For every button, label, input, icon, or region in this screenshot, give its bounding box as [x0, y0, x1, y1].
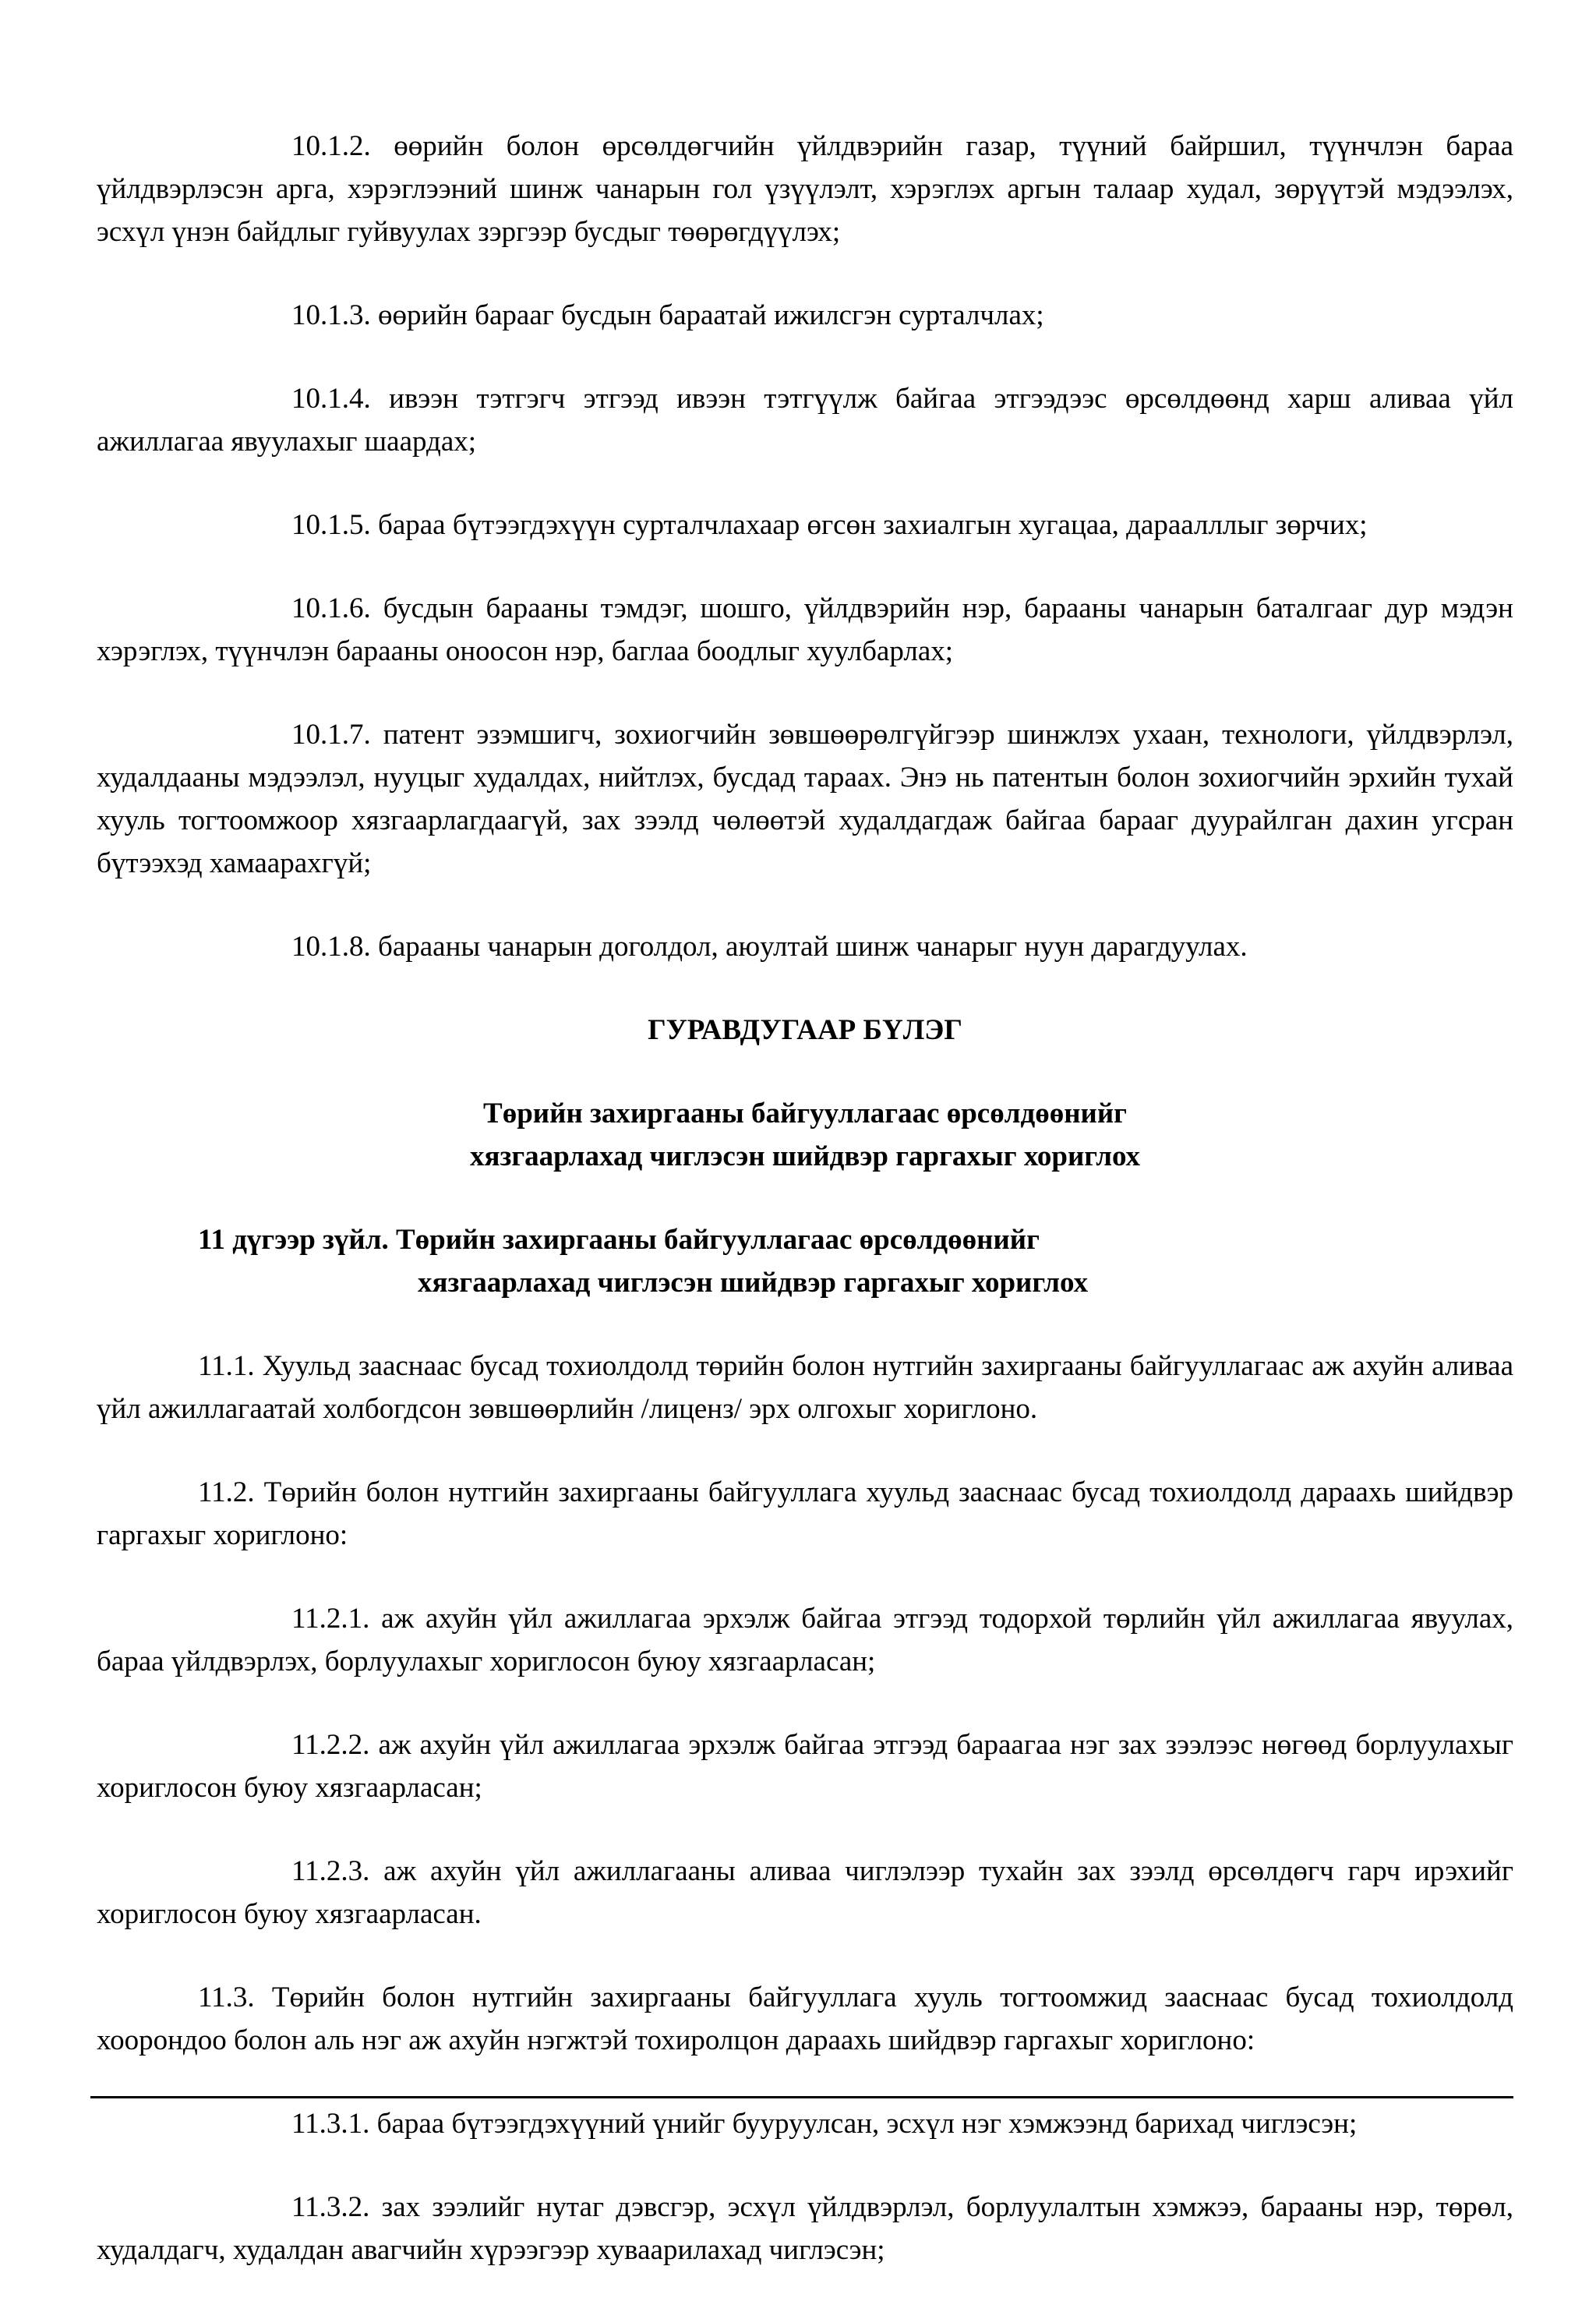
- chapter-subtitle-line-1: Төрийн захиргааны байгууллагаас өрсөлдөөнийг: [483, 1098, 1127, 1129]
- section-11-2: 11.2. Төрийн болон нутгийн захиргааны байгууллага хуульд зааснаас бусад тохиолдолд дараахь шийдвэр гаргахыг хориглоно:: [97, 1476, 1513, 1551]
- clause-10-1-5: 10.1.5. бараа бүтээгдэхүүн сурталчлахаар өгсөн захиалгын хугацаа, дараалллыг зөрчих;: [291, 509, 1368, 541]
- chapter-title: ГУРАВДУГААР БҮЛЭГ: [648, 1014, 962, 1046]
- article-11-heading-line-1: 11 дүгээр зүйл. Төрийн захиргааны байгууллагаас өрсөлдөөнийг: [198, 1224, 1040, 1256]
- clause-10-1-3: 10.1.3. өөрийн барааг бусдын бараатай ижилсгэн сурталчлах;: [291, 299, 1044, 331]
- clause-11-2-3: 11.2.3. аж ахуйн үйл ажиллагааны аливаа чиглэлээр тухайн зах зээлд өрсөлдөгч гарч ирэхийг хориглосон буюу хязгаарласан.: [97, 1855, 1513, 1930]
- clause-10-1-6: 10.1.6. бусдын барааны тэмдэг, шошго, үйлдвэрийн нэр, барааны чанарын баталгааг дур мэдэн хэрэглэх, түүнчлэн барааны оноосон нэр, баглаа боодлыг хуулбарлах;: [97, 592, 1513, 667]
- section-11-3: 11.3. Төрийн болон нутгийн захиргааны байгууллага хууль тогтоомжид зааснаас бусад тохиолдолд хоорондоо болон аль нэг аж ахуйн нэгжтэй тохиролцон дараахь шийдвэр гаргахыг хориглоно:: [97, 1981, 1513, 2056]
- clause-11-3-1: 11.3.1. бараа бүтээгдэхүүний үнийг бууруулсан, эсхүл нэг хэмжээнд барихад чиглэсэн;: [291, 2108, 1358, 2140]
- clause-10-1-7: 10.1.7. патент эзэмшигч, зохиогчийн зөвшөөрөлгүйгээр шинжлэх ухаан, технологи, үйлдвэрлэл, худалдааны мэдээлэл, нууцыг худалдах, нийтлэх, бусдад тараах. Энэ нь патентын болон зохиогчийн эрхийн тухай хууль тогтоомжоор хязгаарлагдаагүй, зах зээлд чөлөөтэй худалдагдаж байгаа барааг дуурайлган дахин угсран бүтээхэд хамаарахгүй;: [97, 719, 1513, 879]
- chapter-subtitle: [97, 1092, 1513, 1178]
- clause-10-1-2: 10.1.2. өөрийн болон өрсөлдөгчийн үйлдвэрийн газар, түүний байршил, түүнчлэн бараа үйлдвэрлэсэн арга, хэрэглээний шинж чанарын гол үзүүлэлт, хэрэглэх аргын талаар худал, зөрүүтэй мэдээлэх, эсхүл үнэн байдлыг гуйвуулах зэргээр бусдыг төөрөгдүүлэх;: [97, 130, 1513, 248]
- section-11-1: 11.1. Хуульд зааснаас бусад тохиолдолд төрийн болон нутгийн захиргааны байгууллагаас аж ахуйн аливаа үйл ажиллагаатай холбогдсон зөвшөөрлийн /лиценз/ эрх олгохыг хориглоно.: [97, 1350, 1513, 1425]
- document-page: [97, 125, 1513, 2312]
- clause-11-2-2: 11.2.2. аж ахуйн үйл ажиллагаа эрхэлж байгаа этгээд бараагаа нэг зах зээлээс нөгөөд борлуулахыг хориглосон буюу хязгаарласан;: [97, 1729, 1513, 1804]
- article-11-heading: [198, 1218, 1513, 1304]
- clause-11-3-2: 11.3.2. зах зээлийг нутаг дэвсгэр, эсхүл үйлдвэрлэл, борлуулалтын хэмжээ, барааны нэр, төрөл, худалдагч, худалдан авагчийн хүрээгээр хуваарилахад чиглэсэн;: [97, 2191, 1513, 2266]
- article-11-heading-line-2: хязгаарлахад чиглэсэн шийдвэр гаргахыг хориглох: [418, 1267, 1089, 1299]
- chapter-subtitle-line-2: хязгаарлахад чиглэсэн шийдвэр гаргахыг хориглох: [469, 1140, 1141, 1172]
- clause-11-2-1: 11.2.1. аж ахуйн үйл ажиллагаа эрхэлж байгаа этгээд тодорхой төрлийн үйл ажиллагаа явуулах, бараа үйлдвэрлэх, борлуулахыг хориглосон буюу хязгаарласан;: [97, 1603, 1513, 1677]
- clause-10-1-4: 10.1.4. ивээн тэтгэгч этгээд ивээн тэтгүүлж байгаа этгээдээс өрсөлдөөнд харш аливаа үйл ажиллагаа явуулахыг шаардах;: [97, 383, 1513, 458]
- clause-10-1-8: 10.1.8. барааны чанарын доголдол, аюултай шинж чанарыг нуун дарагдуулах.: [291, 931, 1248, 963]
- footer-divider: [90, 2096, 1513, 2098]
